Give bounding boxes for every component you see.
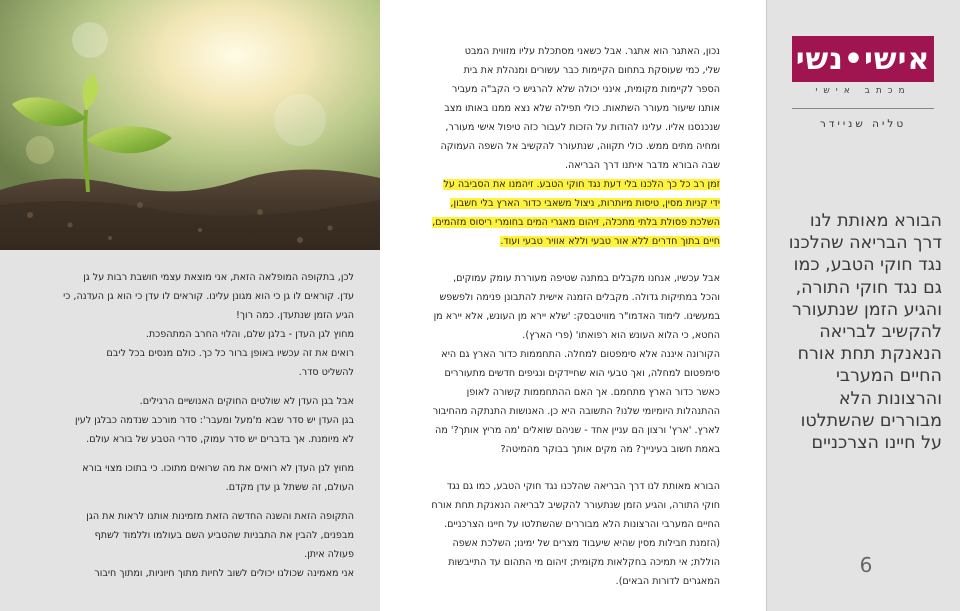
mid-para-line: הקורונה איננה אלא סימפטום למחלה. התחממות כדור הארץ גם היא — [441, 349, 720, 360]
mid-para-line: חוקי התורה, והגיע הזמן שנתעורר להקשיב לבריאה הנאנקת תחת אורח — [431, 500, 720, 511]
left-para-line: מחוץ לגן העדן - בלגן שלם, והלוי החרב המתהפכת. — [145, 329, 354, 340]
mid-para-line: אותנו שיעור מעורר השתאות. כולי תפילה שלא נצא ממנו באותו מצב — [444, 103, 720, 114]
left-para-line: רואים את זה עכשיו באופן ברור כל כך. כולם מנסים בכל ליבם — [106, 348, 354, 359]
page-number: 6 — [859, 553, 873, 577]
mid-para-line: החטא, כי הלוא העונש הוא רפואתו' (פרי הארץ). — [522, 330, 720, 341]
mid-para-line: ומחיה מתים ממש. כולי תקווה, שנתעורר להקשיב אל השפה העמוקה — [440, 141, 720, 152]
mid-para-line: לארץ. 'ארץ' ורצון הם עניין אחד - שניהם שואלים 'מה מריץ אותך?' מה — [435, 425, 720, 436]
highlighted-line: השלכת פסולת בלתי מתכלה, זיהום מאגרי המים בחומרי ריסוס מזהמים, — [432, 217, 720, 228]
left-para-line: אבל בגן העדן לא שולטים החוקים האנושיים הרגילים. — [139, 396, 354, 407]
mid-para-line: שבה הבורא מדבר איתנו דרך הבריאה. — [564, 160, 720, 171]
mid-para-line: באמת חשוב בעינייך? מה מקים אותך בבוקר מהמיטה? — [500, 444, 720, 455]
brand-subtitle: מכתב אישי — [815, 86, 911, 96]
left-para-line: לכן, בתקופה המופלאה הזאת, אני מוצאת עצמי חושבת רבות על גן — [83, 272, 354, 283]
mid-para-line: שלי, כמי שעוסקת בתחום הקיימות כבר עשורים ומנהלת את בית — [463, 65, 720, 76]
left-para-line: לא מיומנת. אך בדברים יש סדר עמוק, סדרי הטבע של בורא עולם. — [86, 434, 354, 445]
mid-para-line: נכון, האתגר הוא אתגר. אבל כשאני מסתכלת עליו מזווית המבט — [464, 46, 720, 57]
left-para-line: התקופה הזאת והשנה החדשה הזאת מזמינות אותנו לראות את הגן — [86, 511, 354, 522]
pull-quote: הבורא מאותת לנו דרך הבריאה שהלכנו נגד חוקי הטבע, כמו גם נגד חוקי התורה, והגיע הזמן שנתעורר להקשיב לבריאה הנאנקת תחת אורח החיים המערבי והרצונות הלא מבוררים שהשתלטו על חיינו הצרכניים — [788, 211, 942, 454]
mid-para-line: והכל במתיקות גדולה. מקבלים הזמנה אישית להתבונן פנימה ולפשפש — [439, 292, 720, 303]
left-para-line: הגיע הזמן שנתעדן. כמה רוך! — [235, 310, 354, 321]
mid-para-line: כאשר כדור הארץ מתחמם. אך האם ההתחממות קשורה לאופן — [466, 387, 720, 398]
mid-para-line: ההתנהלות היומיומי שלנו? התשובה היא כן. האנושות התנתקה מהחיבור — [432, 406, 720, 417]
mid-para-line: סימפטום למחלה, ואך טבעי הוא שחיידקים ונגיפים חדשים מתעוררים — [444, 368, 720, 379]
left-para-line: אני מאמינה שכולנו יכולים לשוב לחיות מתוך חיוניות, ומתוך חיבור — [94, 568, 354, 579]
seedling-photo — [0, 0, 380, 250]
mid-para-line: הוללת; אי תמיכה בחקלאות מקומית; זיהום מי התהום עד התייבשות — [448, 557, 720, 568]
mid-para-line: המאגרים לדורות הבאים). — [615, 576, 720, 587]
left-column-text — [42, 268, 354, 583]
highlighted-line: חיים בתוך חדרים ללא אור טבעי וללא אוויר טבעי ועוד. — [500, 236, 720, 247]
mid-para-line: (הזמנת חבילות מסין שהיא שיעבוד מצרים של ימינו; השלכת אשפה — [452, 538, 720, 549]
highlighted-line: זמן רב כל כך הלכנו בלי דעת נגד חוקי הטבע. זיהמנו את הסביבה על — [443, 179, 720, 190]
left-para-line: להשליט סדר. — [298, 367, 354, 378]
left-para-line: עדן. קוראים לו גן כי הוא מגונן עלינו. קוראים לו עדן כי הוא גן העדנה, כי — [63, 291, 354, 302]
left-para-line: פעולה איתן. — [304, 549, 354, 560]
mid-para-line: שנכנסנו אליו. עלינו להודות על הזכות לעבור כזה טיפול אישי מעורר, — [445, 122, 720, 133]
mid-para-line: במעשינו. לימוד האדמו"ר מוויטבסק: 'שלא יירא מן העונש, אלא יירא מן — [433, 311, 720, 322]
mid-para-line: אבל עכשיו, אנחנו מקבלים במתנה שטיפה מעוררת עומק עמוקים, — [453, 273, 720, 284]
seedling-image — [0, 0, 380, 250]
author-name: טליה שניידר — [819, 118, 907, 130]
left-page-panel — [0, 0, 380, 611]
left-para-line: העולם, זה ששתל גן עדן מקדם. — [225, 482, 354, 493]
left-para-line: בגן העדן יש סדר שבא מ'מעל ומעבר': סדר מורכב שנדמה כבלגן לעין — [74, 415, 354, 426]
left-para-line: מחוץ לגן העדן לא רואים את מה שרואים מתוכו. כי בתוכו מצוי בורא — [82, 463, 354, 474]
highlighted-line: ידי קניות מסין, טיסות מיותרות, ניצול משאבי כדור הארץ בלי חשבון, — [450, 198, 720, 209]
middle-column-text — [390, 42, 720, 591]
brand-logo — [792, 36, 934, 82]
mid-para-line: הבורא מאותת לנו דרך הבריאה שהלכנו נגד חוקי הטבע, כמו גם נגד — [446, 481, 720, 492]
brand-logo-text: אישי•נשי — [795, 41, 931, 77]
mid-para-line: החיים המערבי והרצונות הלא מבוררים שהשתלטו על חיינו הצרכניים. — [444, 519, 720, 530]
divider — [792, 108, 934, 109]
mid-para-line: הספר לקיימות מקומית, אינני יכולה שלא להרגיש כי הקב"ה מעביר — [451, 84, 720, 95]
left-para-line: מבפנים, להבין את התבניות שהטביע השם בעולמו וללמוד לשתף — [94, 530, 354, 541]
